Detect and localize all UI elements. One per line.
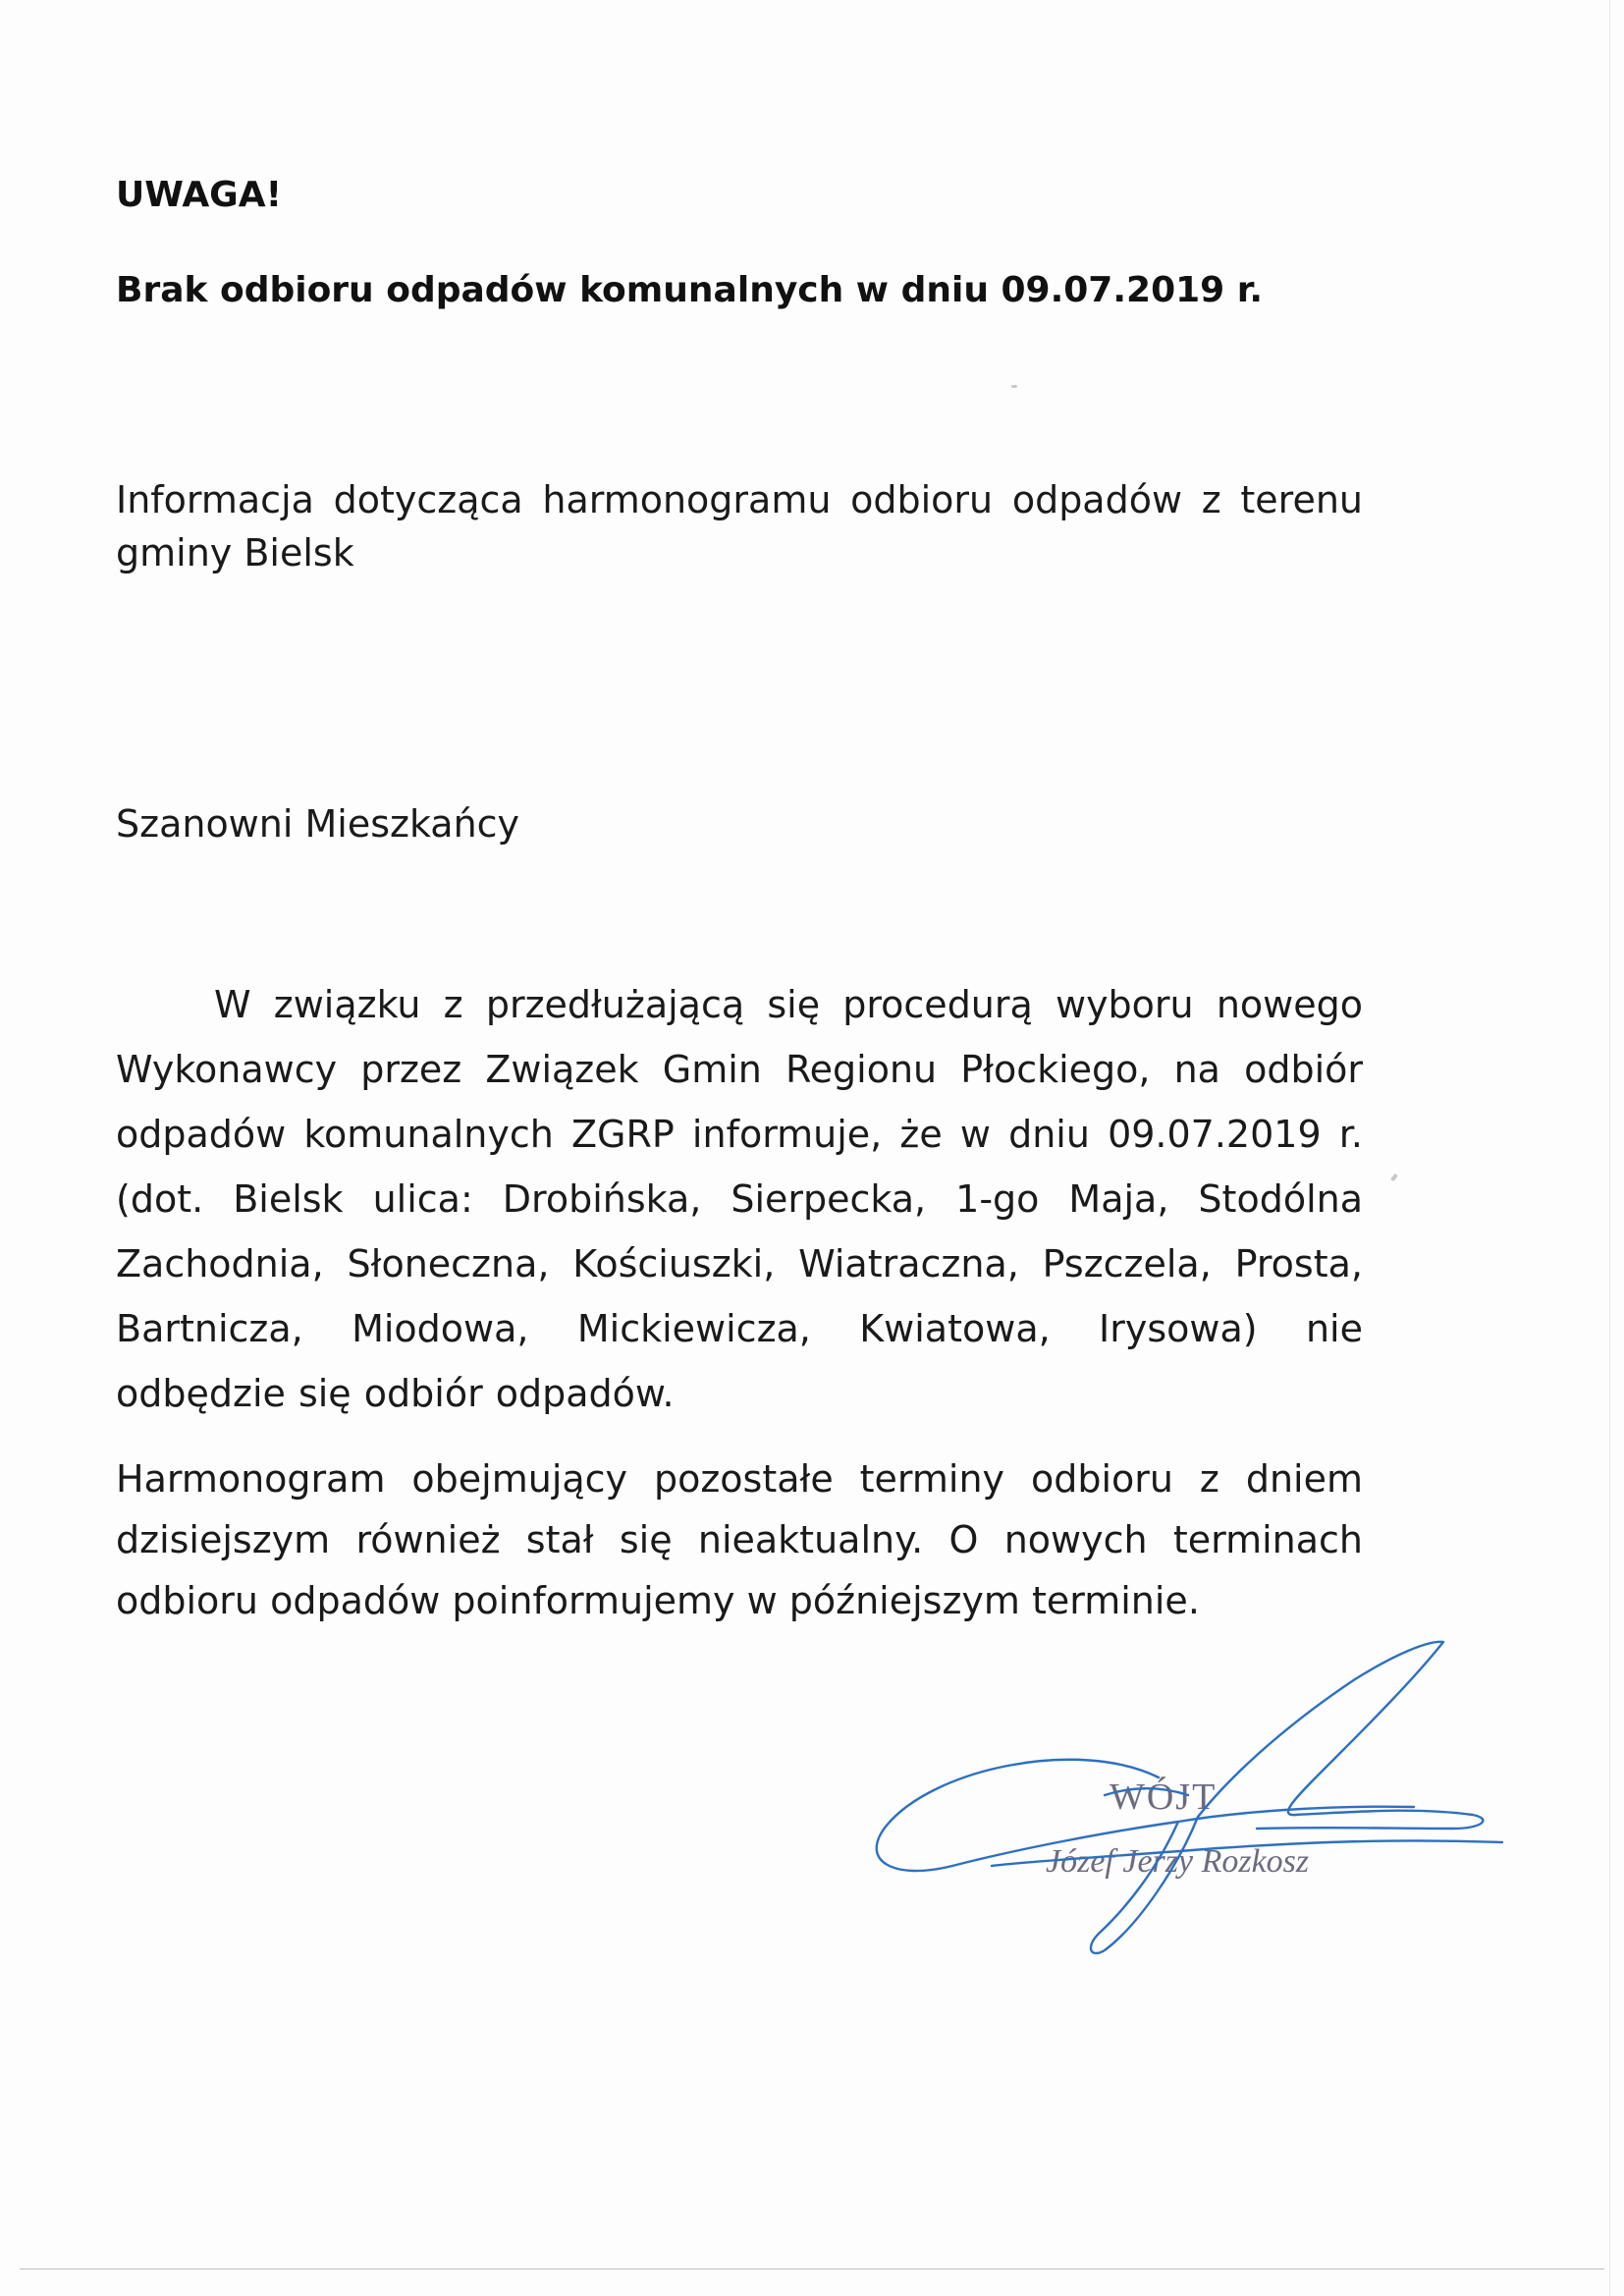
stamp-name: Józef Jerzy Rozkosz (1046, 1843, 1310, 1880)
letter-greeting: Szanowni Mieszkańcy (116, 802, 520, 846)
letter-paragraph-2: Harmonogram obejmujący pozostałe terminy odbioru z dniem dzisiejszym również stał się nieaktualny. O nowych terminach odbioru odpadów poinformujemy w późniejszym terminie. (116, 1457, 1363, 1622)
stamp-title: WÓJT (1110, 1777, 1218, 1818)
signature-and-stamp (864, 1620, 1532, 1974)
notice-headline: Brak odbioru odpadów komunalnych w dniu 09.07.2019 r. (116, 270, 1264, 310)
letter-paragraph-1: W związku z przedłużającą się procedurą wyboru nowego Wykonawcy przez Związek Gmin Regionu Płockiego, na odbiór odpadów komunalnych ZGRP informuje, że w dniu 09.07.2019 r. (dot. Bielsk ulica: Drobińska, Sierpecka, 1-go Maja, Stodólna Zachodnia, Słoneczna, Kościuszki, Wiatraczna, Pszczela, Prosta, Bartnicza, Miodowa, Mickiewicza, Kwiatowa, Irysowa) nie odbędzie się odbiór odpadów. (116, 983, 1363, 1415)
page-right-edge (1609, 0, 1610, 2296)
scan-speck (1011, 385, 1017, 388)
attention-heading: UWAGA! (116, 175, 283, 215)
info-subject: Informacja dotycząca harmonogramu odbioru odpadów z terenu gminy Bielsk (116, 478, 1363, 574)
scan-speck (1390, 1174, 1398, 1182)
